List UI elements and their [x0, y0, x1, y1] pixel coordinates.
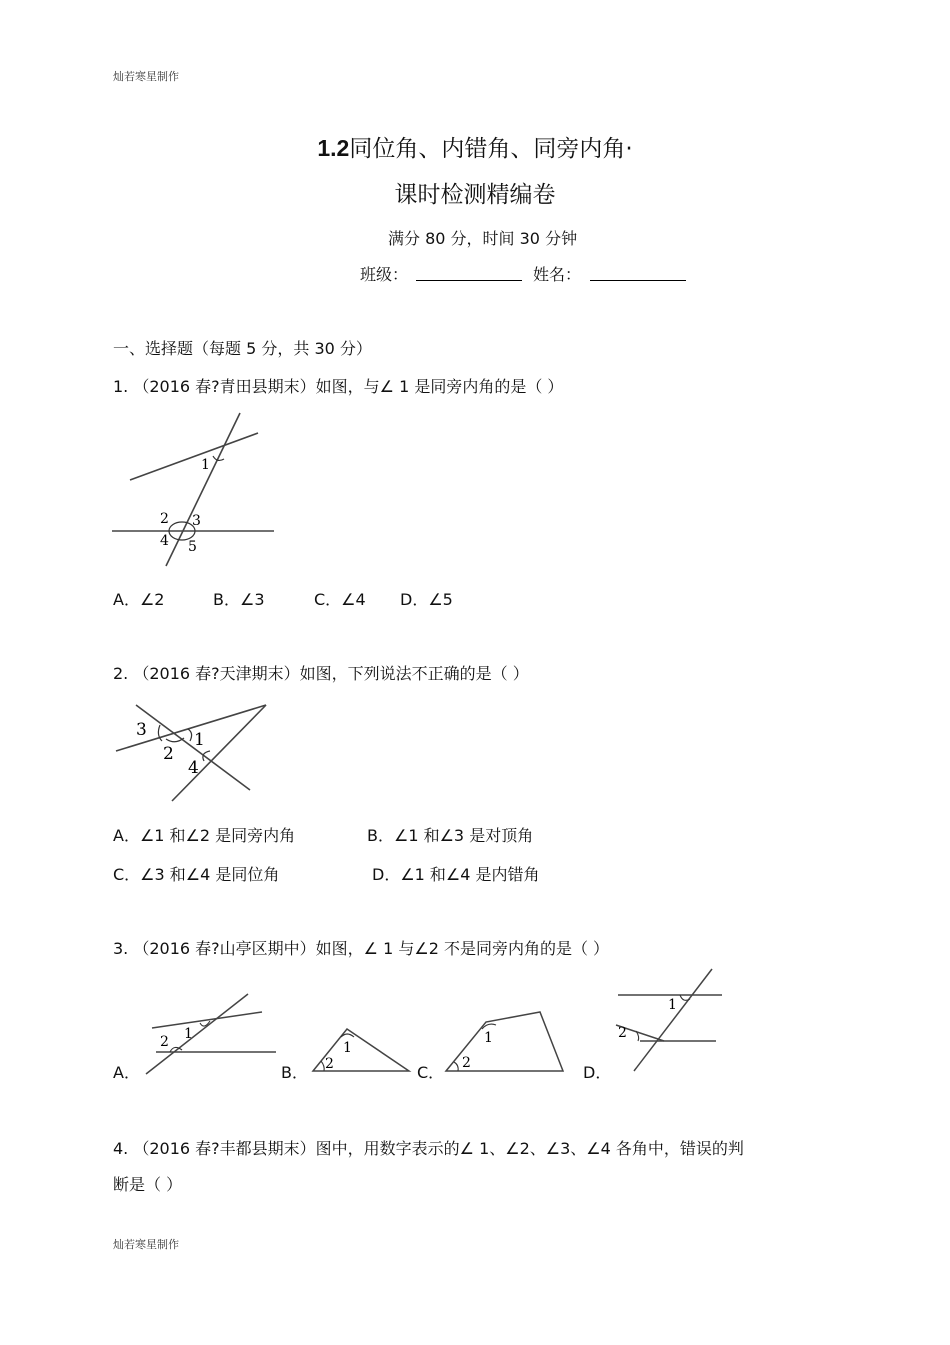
- class-label: 班级：: [360, 265, 409, 284]
- q3-option-c[interactable]: C．: [417, 1063, 445, 1082]
- q1-stem: 1. （2016 春?青田县期末）如图，与∠ 1 是同旁内角的是（ ）: [113, 377, 564, 396]
- q3-figure-d: [610, 965, 730, 1075]
- q3d-label-1: 1: [668, 997, 677, 1013]
- q3c-label-1: 1: [484, 1030, 493, 1046]
- q1-label-4: 4: [160, 533, 169, 549]
- q3a-label-1: 1: [184, 1026, 193, 1042]
- q1-option-a[interactable]: A．∠2: [113, 590, 165, 609]
- q3d-label-2: 2: [618, 1025, 627, 1041]
- q1-figure: [100, 405, 290, 575]
- q3-stem: 3. （2016 春?山亭区期中）如图，∠ 1 与∠2 不是同旁内角的是（ ）: [113, 939, 610, 958]
- q2-stem: 2. （2016 春?天津期末）如图，下列说法不正确的是（ ）: [113, 664, 529, 683]
- q2-figure: [100, 695, 290, 805]
- q3a-label-2: 2: [160, 1034, 169, 1050]
- q1-option-d[interactable]: D．∠5: [400, 590, 453, 609]
- q3-option-d[interactable]: D．: [583, 1063, 612, 1082]
- q3-figure-a: [140, 990, 280, 1080]
- title-line1: 同位角、内错角、同旁内角·: [349, 136, 633, 162]
- class-blank[interactable]: [416, 262, 522, 281]
- q3-figure-b: [305, 1022, 415, 1077]
- q2-option-d[interactable]: D．∠1 和∠4 是内错角: [372, 865, 540, 884]
- q2-option-b[interactable]: B．∠1 和∠3 是对顶角: [367, 826, 534, 845]
- q2-label-3: 3: [136, 720, 147, 740]
- q1-label-1: 1: [201, 457, 210, 473]
- q3-option-b[interactable]: B．: [281, 1063, 308, 1082]
- q3-figure-c: [440, 1008, 570, 1078]
- q1-label-3: 3: [192, 513, 201, 529]
- q1-label-2: 2: [160, 511, 169, 527]
- q2-option-c[interactable]: C．∠3 和∠4 是同位角: [113, 865, 280, 884]
- q3-option-a[interactable]: A．: [113, 1063, 140, 1082]
- name-blank[interactable]: [590, 262, 686, 281]
- page-title: [0, 130, 950, 163]
- page-subtitle: 课时检测精编卷: [394, 182, 556, 208]
- name-label: 姓名：: [533, 265, 582, 284]
- q3c-label-2: 2: [462, 1055, 471, 1071]
- q2-label-4: 4: [188, 758, 199, 778]
- page-footer: 灿若寒星制作: [113, 1238, 179, 1251]
- section-number: 1.2: [317, 135, 350, 161]
- q1-option-c[interactable]: C．∠4: [314, 590, 366, 609]
- q1-option-b[interactable]: B．∠3: [213, 590, 265, 609]
- q2-label-2: 2: [163, 744, 174, 764]
- section-heading: 一、选择题（每题 5 分，共 30 分）: [113, 339, 372, 358]
- q4-stem-line1: 4. （2016 春?丰都县期末）图中，用数字表示的∠ 1、∠2、∠3、∠4 各角中，错误的判: [113, 1139, 744, 1158]
- q4-stem-line2: 断是（ ）: [113, 1175, 183, 1194]
- q2-option-a[interactable]: A．∠1 和∠2 是同旁内角: [113, 826, 296, 845]
- q3b-label-2: 2: [325, 1056, 334, 1072]
- q2-label-1: 1: [194, 730, 205, 750]
- q3b-label-1: 1: [343, 1040, 352, 1056]
- score-line: 满分 80 分，时间 30 分钟: [388, 229, 578, 248]
- q1-label-5: 5: [188, 539, 197, 555]
- page-header: 灿若寒星制作: [113, 70, 179, 83]
